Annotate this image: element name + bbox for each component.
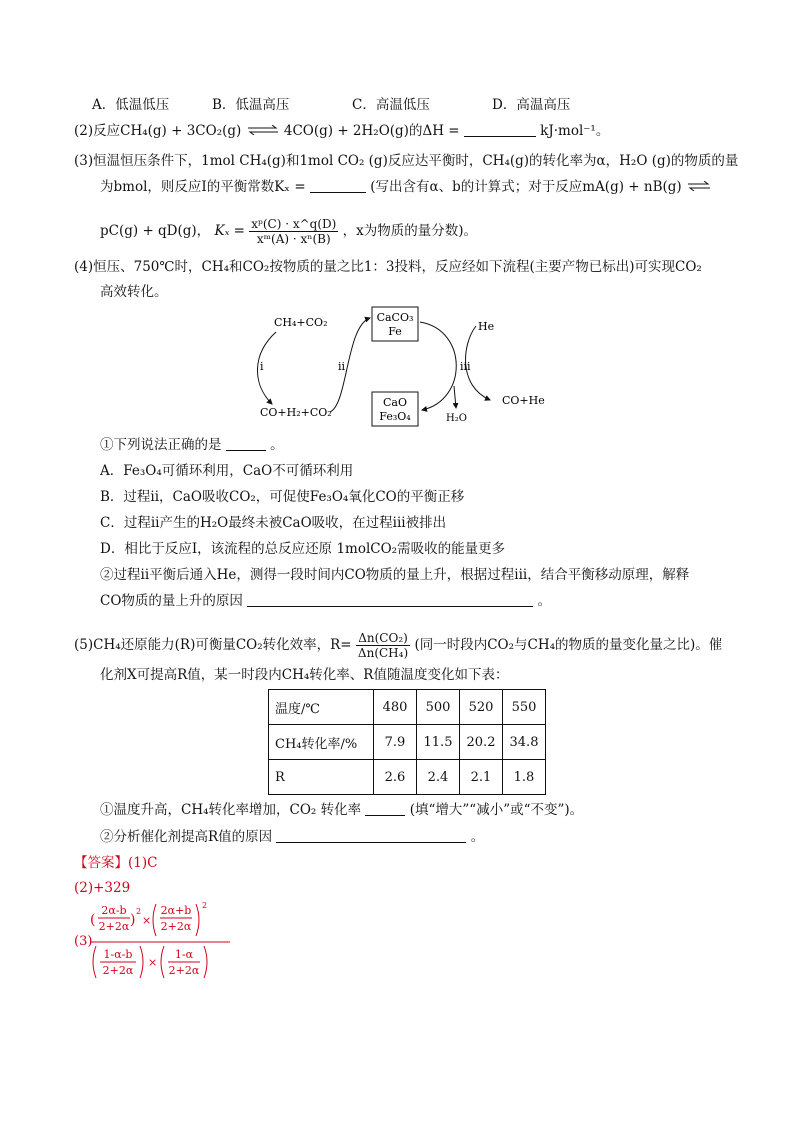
q2-suffix: 4CO(g) + 2H₂O(g)的ΔH = xyxy=(283,123,460,139)
q4-sub2-prompt: CO物质的量上升的原因 xyxy=(100,593,243,609)
answer-blank[interactable] xyxy=(226,436,266,451)
arrow-step-iii xyxy=(420,322,456,410)
step-ii-label: ii xyxy=(338,360,346,373)
paren-close xyxy=(204,946,207,978)
q3-line3-b: ，x为物质的量分数)。 xyxy=(342,223,477,239)
answer-2: (2)+329 xyxy=(74,880,131,896)
table-cell: 34.8 xyxy=(503,725,546,760)
paren-open xyxy=(93,946,96,978)
table-row xyxy=(269,725,546,760)
table-cell: R xyxy=(269,760,374,795)
question-3-line-2 xyxy=(100,178,712,196)
question-2 xyxy=(74,122,609,140)
paren-close xyxy=(196,904,199,936)
equilibrium-arrow-icon xyxy=(246,123,284,139)
answer-label: 【答案】 xyxy=(74,855,128,871)
kx-fraction xyxy=(249,217,338,246)
table-cell: 500 xyxy=(417,690,460,725)
answer-line-1 xyxy=(74,854,157,872)
step-i-label: i xyxy=(260,360,264,373)
table-row xyxy=(269,690,546,725)
q5-sub1 xyxy=(100,801,583,819)
q3-line2-a: 为bmol，则反应Ⅰ的平衡常数Kₓ = xyxy=(100,179,306,195)
sq-2: 2 xyxy=(202,901,208,910)
kx-label: Kₓ = xyxy=(214,223,245,239)
box-top-label-1: CaCO₃ xyxy=(376,311,414,324)
label-co-he: CO+He xyxy=(502,394,545,407)
kx-denominator: xᵐ(A) · xⁿ(B) xyxy=(256,232,331,246)
box-bottom-label-1: CaO xyxy=(383,396,407,409)
q5-line1-a: (5)CH₄还原能力(R)可衡量CO₂转化效率，R= xyxy=(74,637,352,653)
q4-option-a: A．Fe₃O₄可循环利用，CaO不可循环利用 xyxy=(100,463,354,479)
answer-blank[interactable] xyxy=(365,801,405,816)
process-flow-diagram xyxy=(250,304,570,430)
equilibrium-arrow-icon xyxy=(686,179,712,195)
table-row xyxy=(269,760,546,795)
box-top-label-2: Fe xyxy=(388,325,402,338)
times-1: × xyxy=(142,914,152,927)
answer-3-formula xyxy=(74,900,254,984)
q4-sub1-prompt: ①下列说法正确的是 xyxy=(100,437,222,453)
d1-den: 2+2α xyxy=(102,964,134,977)
table-cell: CH₄转化率/% xyxy=(269,725,374,760)
q4-sub1-end: 。 xyxy=(270,437,284,453)
q4-sub1 xyxy=(100,436,284,454)
answer-blank[interactable] xyxy=(464,122,536,137)
r-numerator: Δn(CO₂) xyxy=(356,631,410,646)
q4-sub2-line-2 xyxy=(100,592,551,610)
arrow-h2o xyxy=(454,386,456,408)
table-cell: 20.2 xyxy=(460,725,503,760)
question-5-line-1 xyxy=(74,628,722,662)
answer-1: (1)C xyxy=(128,855,158,871)
paren-open xyxy=(153,904,156,936)
answer-blank[interactable] xyxy=(310,178,366,193)
n1-num: 2α-b xyxy=(101,904,127,917)
n1-den: 2+2α xyxy=(98,920,130,933)
q4-option-d: D．相比于反应Ⅰ，该流程的总反应还原 1molCO₂需吸收的能量更多 xyxy=(100,541,506,557)
q5-sub2-b: 。 xyxy=(470,829,485,845)
r-denominator: Δn(CH₄) xyxy=(357,646,409,660)
option-b: B．低温高压 xyxy=(212,97,290,113)
paren-open: ( xyxy=(90,912,96,928)
kx-numerator: xᵖ(C) · x^q(D) xyxy=(251,217,337,231)
q4-sub2-end: 。 xyxy=(537,593,551,609)
question-3-line-3 xyxy=(100,214,477,248)
table-cell: 7.9 xyxy=(374,725,417,760)
question-3-line-1: (3)恒温恒压条件下，1mol CH₄(g)和1mol CO₂ (g)反应达平衡时，CH₄(g)的转化率为α，H₂O (g)的物质的量 xyxy=(74,153,739,169)
table-cell: 480 xyxy=(374,690,417,725)
question-4-line-1: (4)恒压、750℃时，CH₄和CO₂按物质的量之比1：3投料，反应经如下流程(主要产物已标出)可实现CO₂ xyxy=(74,259,702,275)
q5-sub1-b: (填“增大”“减小”或“不变”)。 xyxy=(409,802,584,818)
answer-blank[interactable] xyxy=(276,828,466,843)
question-4-line-2: 高效转化。 xyxy=(100,284,168,300)
q2-unit: kJ·mol⁻¹。 xyxy=(540,123,610,139)
q5-line1-b: (同一时段内CO₂与CH₄的物质的量变化量之比)。催 xyxy=(414,637,723,653)
option-c: C．高温低压 xyxy=(352,97,430,113)
times-2: × xyxy=(148,956,158,969)
q3-line3-a: pC(g) + qD(g)， xyxy=(100,223,211,239)
paren-open xyxy=(161,946,164,978)
table-cell: 550 xyxy=(503,690,546,725)
label-co-h2-co2: CO+H₂+CO₂ xyxy=(260,406,332,419)
table-cell: 温度/℃ xyxy=(269,690,374,725)
box-bottom-label-2: Fe₃O₄ xyxy=(379,410,411,423)
table-cell: 2.6 xyxy=(374,760,417,795)
answer-3-prefix: (3) xyxy=(74,934,93,949)
answer-blank[interactable] xyxy=(247,592,533,607)
d1-num: 1-α-b xyxy=(103,948,133,961)
q2-prefix: (2)反应CH₄(g) + 3CO₂(g) xyxy=(74,123,242,139)
table-cell: 2.4 xyxy=(417,760,460,795)
r-fraction xyxy=(356,631,410,660)
option-d: D．高温高压 xyxy=(492,97,571,113)
n2-den: 2+2α xyxy=(160,920,192,933)
q3-line2-b: (写出含有α、b的计算式；对于反应mA(g) + nB(g) xyxy=(370,179,682,195)
sq-1: 2 xyxy=(136,907,142,916)
paren-close: ) xyxy=(130,912,136,928)
table-cell: 11.5 xyxy=(417,725,460,760)
paren-close xyxy=(140,946,143,978)
q5-sub2-a: ②分析催化剂提高R值的原因 xyxy=(100,829,273,845)
q5-sub1-a: ①温度升高，CH₄转化率增加，CO₂ 转化率 xyxy=(100,802,362,818)
q5-sub2 xyxy=(100,828,484,846)
n2-num: 2α+b xyxy=(160,904,192,917)
table-cell: 1.8 xyxy=(503,760,546,795)
label-he: He xyxy=(478,320,495,333)
q4-option-b: B．过程ii，CaO吸收CO₂，可促使Fe₃O₄氧化CO的平衡正移 xyxy=(100,489,465,505)
q4-sub2-line-1: ②过程ii平衡后通入He，测得一段时间内CO物质的量上升，根据过程iii，结合平衡移动原理，解释 xyxy=(100,567,690,583)
label-h2o: H₂O xyxy=(446,413,467,424)
label-ch4-co2: CH₄+CO₂ xyxy=(274,316,328,329)
d2-den: 2+2α xyxy=(168,964,200,977)
d2-num: 1-α xyxy=(174,948,194,961)
step-iii-label: iii xyxy=(460,360,471,373)
arrow-step-ii xyxy=(330,318,370,412)
temperature-table xyxy=(268,689,546,795)
table-cell: 520 xyxy=(460,690,503,725)
question-5-line-2: 化剂X可提高R值，某一时段内CH₄转化率、R值随温度变化如下表： xyxy=(100,667,509,683)
option-a: A．低温低压 xyxy=(92,97,170,113)
table-cell: 2.1 xyxy=(460,760,503,795)
q4-option-c: C．过程ii产生的H₂O最终未被CaO吸收，在过程iii被排出 xyxy=(100,515,447,531)
